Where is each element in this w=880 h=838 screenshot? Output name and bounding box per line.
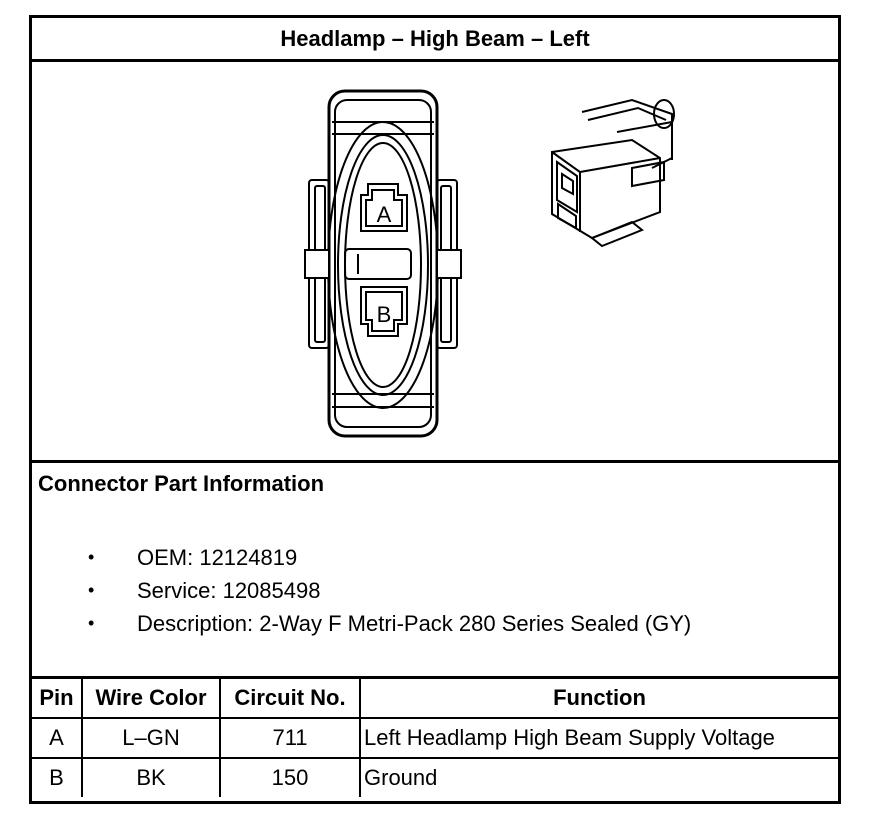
cell-function: Ground (360, 758, 838, 797)
cell-function: Left Headlamp High Beam Supply Voltage (360, 718, 838, 758)
part-info-heading: Connector Part Information (38, 471, 325, 496)
header-pin: Pin (32, 679, 82, 718)
part-info-item-oem (32, 541, 691, 574)
connector-face-view (305, 91, 461, 436)
part-info-list (32, 541, 691, 640)
part-info-item-description (32, 607, 691, 640)
part-info-section (32, 460, 838, 679)
cell-pin: B (32, 758, 82, 797)
cell-circuit-no: 150 (220, 758, 360, 797)
connector-isometric-view (552, 100, 674, 246)
pin-table (32, 679, 838, 797)
header-function: Function (360, 679, 838, 718)
bullet: • (88, 580, 95, 600)
cell-wire-color: L–GN (82, 718, 220, 758)
cell-pin: A (32, 718, 82, 758)
part-info-text: OEM: 12124819 (137, 545, 298, 570)
page-title: Headlamp – High Beam – Left (32, 18, 838, 62)
part-info-text: Service: 12085498 (137, 578, 321, 603)
cell-circuit-no: 711 (220, 718, 360, 758)
table-row (32, 758, 838, 797)
connector-drawing (32, 62, 838, 460)
part-info-item-service (32, 574, 691, 607)
bullet: • (88, 613, 95, 633)
header-wire-color: Wire Color (82, 679, 220, 718)
connector-sheet (29, 15, 841, 804)
pin-label-b: B (376, 302, 392, 327)
cell-wire-color: BK (82, 758, 220, 797)
table-row (32, 718, 838, 758)
part-info-text: Description: 2-Way F Metri-Pack 280 Series Sealed (GY) (137, 611, 692, 636)
pin-table-header (32, 679, 838, 718)
bullet: • (88, 547, 95, 567)
connector-illustration (32, 62, 838, 460)
header-circuit-no: Circuit No. (220, 679, 360, 718)
pin-label-a: A (376, 202, 392, 227)
